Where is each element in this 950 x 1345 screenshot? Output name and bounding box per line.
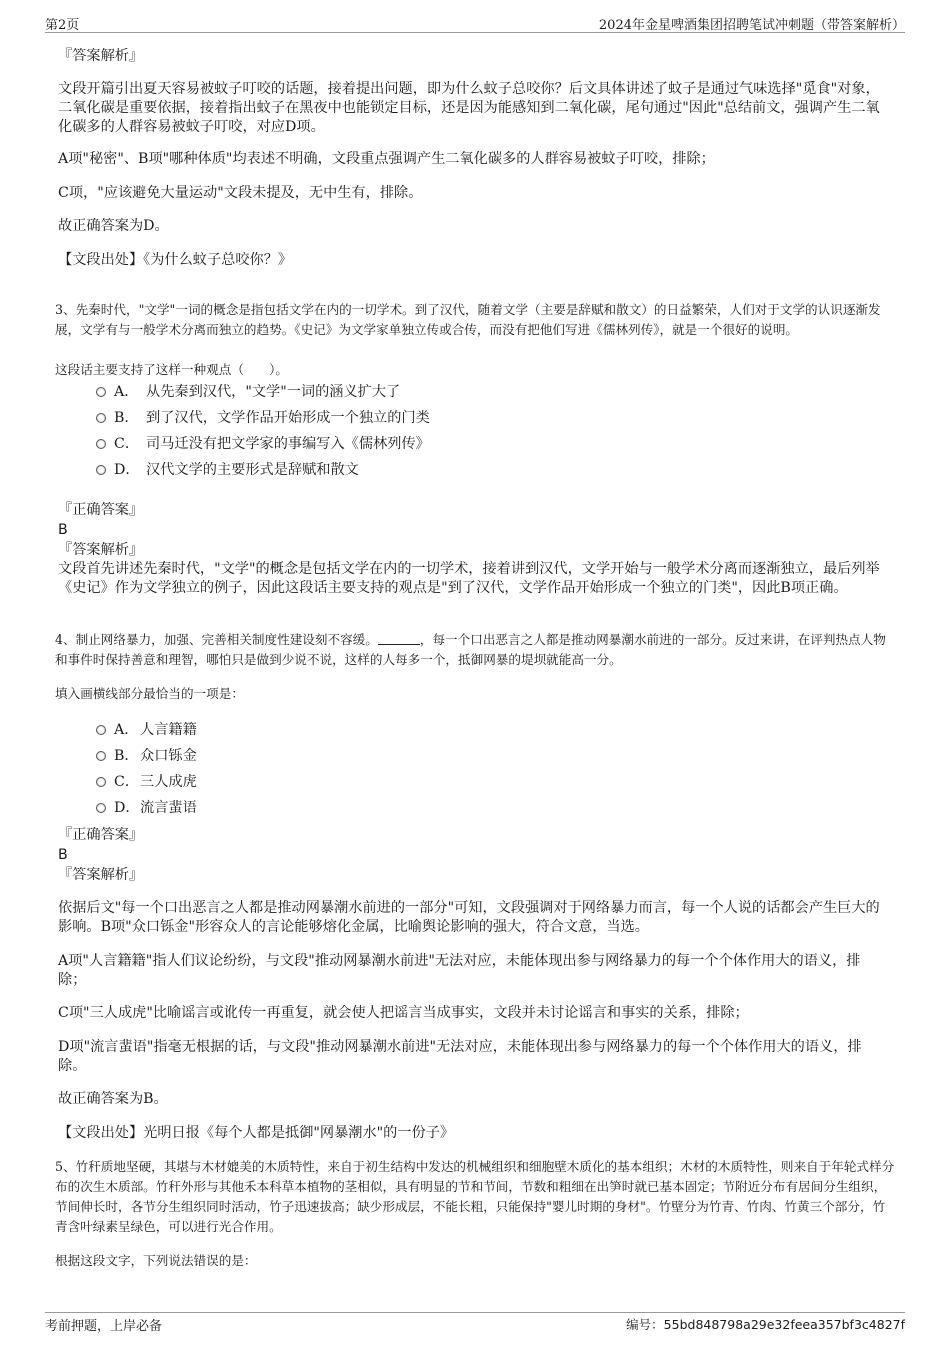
q3-option-b[interactable]: B． 到了汉代，文学作品开始形成一个独立的门类 — [96, 408, 430, 428]
radio-icon[interactable] — [96, 751, 106, 761]
q3-prompt: 这段话主要支持了这样一种观点（ ）。 — [55, 362, 288, 377]
q4-analysis-c: C项"三人成虎"比喻谣言或讹传一再重复，就会使人把谣言当成事实，文段并未讨论谣言和事实的关系，排除； — [58, 1005, 749, 1021]
q4-analysis-label: 『答案解析』 — [58, 867, 144, 883]
q4-answer-label: 『正确答案』 — [58, 827, 144, 843]
page-number: 第2页 — [45, 18, 80, 33]
document-id: 编号：55bd848798a29e32feea357bf3c4827f — [626, 1317, 905, 1332]
q3-answer-label: 『正确答案』 — [58, 502, 144, 518]
fill-blank — [378, 632, 420, 645]
radio-icon[interactable] — [96, 777, 106, 787]
radio-icon[interactable] — [96, 725, 106, 735]
radio-icon[interactable] — [96, 387, 106, 397]
q2-analysis-label: 『答案解析』 — [58, 48, 144, 64]
q4-conclusion: 故正确答案为B。 — [58, 1091, 168, 1107]
q2-analysis-ab: A项"秘密"、B项"哪种体质"均表述不明确，文段重点强调产生二氧化碳多的人群容易被蚊子叮咬，排除； — [58, 151, 715, 167]
q2-analysis-text: 文段开篇引出夏天容易被蚊子叮咬的话题，接着提出问题，即为什么蚊子总咬你？后文具体讲述了蚊子是通过气味选择"觅食"对象，二氧化碳是重要依据，接着指出蚊子在黑夜中也能锁定目标，还是因为能感知到二氧化碳，尾句通过"因此"总结前文，强调产生二氧化碳多的人群容易被蚊子叮咬，对应D项。 — [58, 81, 880, 135]
q4-option-b[interactable]: B．众口铄金 — [96, 746, 197, 766]
radio-icon[interactable] — [96, 803, 106, 813]
radio-icon[interactable] — [96, 439, 106, 449]
q4-option-d[interactable]: D．流言蜚语 — [96, 798, 197, 818]
q3-option-d[interactable]: D． 汉代文学的主要形式是辞赋和散文 — [96, 460, 359, 480]
q4-stem: 4、制止网络暴力，加强、完善相关制度性建设刻不容缓。 ，每一个口出恶言之人都是推动网暴潮水前进的一部分。反过来讲，在评判热点人物和事件时保持善意和理智，哪怕只是做到少说不说，这样的人每多一个，抵御网暴的堤坝就能高一分。 — [55, 632, 886, 667]
q4-answer: B — [58, 847, 68, 863]
q4-source: 【文段出处】光明日报《每个人都是抵御"网暴潮水"的一份子》 — [58, 1125, 455, 1141]
q3-answer: B — [58, 522, 68, 538]
q4-analysis-a: A项"人言籍籍"指人们议论纷纷，与文段"推动网暴潮水前进"无法对应，未能体现出参与网络暴力的每一个个体作用大的语义，排除； — [58, 953, 861, 988]
q2-analysis-c: C项，"应该避免大量运动"文段未提及，无中生有，排除。 — [58, 185, 423, 201]
q3-stem: 3、先秦时代，"文学"一词的概念是指包括文学在内的一切学术。到了汉代，随着文学（主要是辞赋和散文）的日益繁荣，人们对于文学的认识逐渐发展，文学有与一般学术分离而独立的趋势。《史记》为文学家单独立传或合传，而没有把他们写进《儒林列传》，就是一个很好的说明。 — [55, 302, 881, 337]
q3-analysis-label: 『答案解析』 — [58, 542, 144, 558]
q5-stem: 5、竹秆质地坚硬，其堪与木材媲美的木质特性，来自于初生结构中发达的机械组织和细胞壁木质化的基本组织；木材的木质特性，则来自于年轮式样分布的次生木质部。竹秆外形与其他禾本科草本植物的茎相似，具有明显的节和节间，节数和粗细在出笋时就已基本固定；节附近分布有居间分生组织，节间伸长时，各节分生组织同时活动，竹子迅速拔高；缺少形成层，不能长粗，只能保持"婴儿时期的身材"。竹壁分为竹青、竹肉、竹黄三个部分，竹青含叶绿素呈绿色，可以进行光合作用。 — [55, 1159, 895, 1234]
q2-source: 【文段出处】《为什么蚊子总咬你？》 — [58, 252, 293, 268]
page-footer — [45, 1312, 905, 1333]
q2-conclusion: 故正确答案为D。 — [58, 218, 169, 234]
q4-analysis-d: D项"流言蜚语"指毫无根据的话，与文段"推动网暴潮水前进"无法对应，未能体现出参与网络暴力的每一个个体作用大的语义，排除。 — [58, 1039, 862, 1074]
document-title: 2024年金星啤酒集团招聘笔试冲刺题（带答案解析） — [598, 18, 905, 33]
radio-icon[interactable] — [96, 413, 106, 423]
q3-option-c[interactable]: C． 司马迁没有把文学家的事编写入《儒林列传》 — [96, 434, 430, 454]
footer-slogan: 考前押题，上岸必备 — [45, 1319, 163, 1334]
q4-option-c[interactable]: C．三人成虎 — [96, 772, 197, 792]
q4-option-a[interactable]: A． 人言籍籍 — [96, 720, 197, 740]
q4-analysis: 依据后文"每一个口出恶言之人都是推动网暴潮水前进的一部分"可知，文段强调对于网络暴力而言，每一个人说的话都会产生巨大的影响。B项"众口铄金"形容众人的言论能够熔化金属，比喻舆论影响的强大，符合文意，当选。 — [58, 900, 880, 935]
page-header — [45, 12, 905, 33]
radio-icon[interactable] — [96, 465, 106, 475]
q3-option-a[interactable]: A． 从先秦到汉代，"文学"一词的涵义扩大了 — [96, 382, 400, 402]
q5-prompt: 根据这段文字，下列说法错误的是： — [55, 1253, 257, 1268]
q3-analysis: 文段首先讲述先秦时代，"文学"的概念是包括文学在内的一切学术，接着讲到汉代，文学开始与一般学术分离而逐渐独立，最后列举《史记》作为文学独立的例子，因此这段话主要支持的观点是"到了汉代，文学作品开始形成一个独立的门类"，因此B项正确。 — [58, 561, 880, 596]
q4-prompt: 填入画横线部分最恰当的一项是： — [55, 686, 244, 701]
